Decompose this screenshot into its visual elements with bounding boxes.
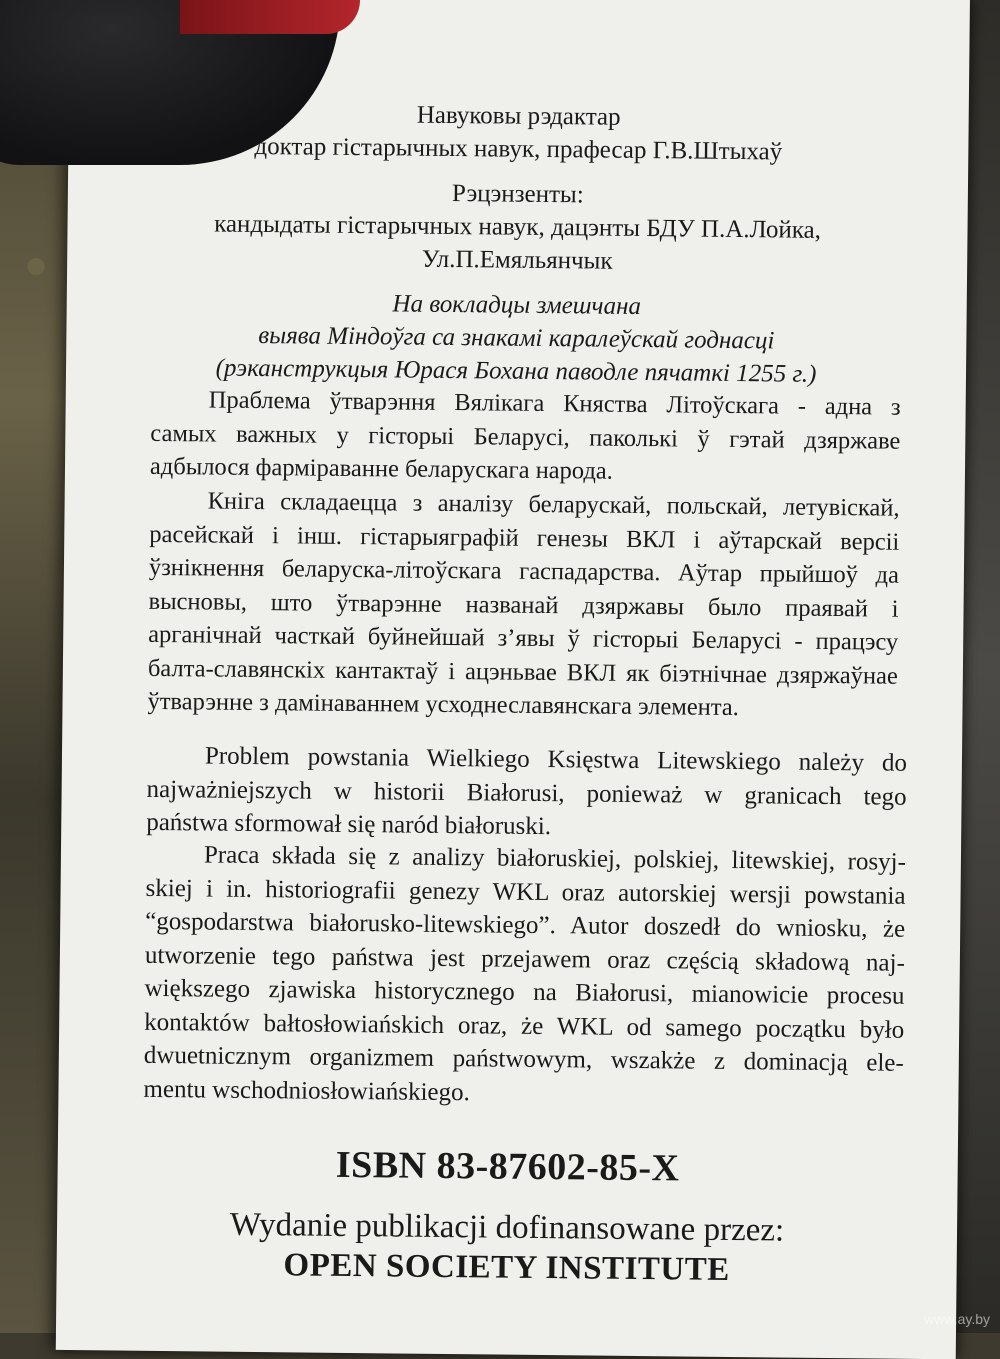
editor-title: Навуковы рэдактар xyxy=(416,101,621,131)
text-line: mentu wschodniosłowiańskiego. xyxy=(143,1075,470,1106)
abstract-belarusian-paragraph-2 xyxy=(147,484,899,726)
abstract-belarusian-paragraph-1 xyxy=(150,383,901,491)
reviewers-title: Рэцэнзенты: xyxy=(451,180,584,209)
text-line: Problem powstania Wielkiego Księstwa Litewskiego należy do xyxy=(204,742,908,777)
book-page xyxy=(56,0,970,1359)
abstract-polish-paragraph-1 xyxy=(146,739,907,847)
cover-note: выява Міндоўга са знакамі каралеўскай годнасці xyxy=(258,321,775,355)
isbn: ISBN 83-87602-85-X xyxy=(335,1143,680,1190)
text-line: высновы, што ўтварэнне названай дзяржавы было праявай і xyxy=(148,587,899,623)
reviewers-line: кандыдаты гістарычных навук, дацэнты БДУ П.А.Лойка, xyxy=(214,210,822,244)
text-line: Кніга складаецца з аналізу беларускай, польскай, летувіскай, xyxy=(207,487,900,522)
text-line: адбылося фарміраванне беларускага народа. xyxy=(149,452,614,485)
editor-name: доктар гістарычных навук, прафесар Г.В.Штыхаў xyxy=(254,132,783,166)
text-line: kontaktów bałtosłowiańskich oraz, że WKL od samego początku było xyxy=(144,1008,905,1044)
text-line: skiej i in. historiografii genezy WKL oraz autorskiej wersji powstania xyxy=(145,874,906,910)
text-line: ўзнікнення беларуска-літоўскага гаспадарства. Аўтар прыйшоў да xyxy=(148,553,900,589)
text-line: większego zjawiska historycznego na Białorusi, mianowicie procesu xyxy=(144,974,905,1010)
text-line: самых важных у гісторыі Беларусі, паколькі ў гэтай дзяржаве xyxy=(150,419,901,455)
foreground-red-object xyxy=(180,0,360,34)
text-line: najważniejszych w historii Białorusi, ponieważ w granicach tego xyxy=(146,775,907,811)
abstract-polish-paragraph-2 xyxy=(143,838,906,1114)
text-line: państwa sformował się naród białoruski. xyxy=(146,808,552,841)
text-line: ўтварэнне з дамінаваннем усходнеславянскага элемента. xyxy=(147,687,739,722)
text-line: арганічнай часткай буйнейшай з’явы ў гісторыі Беларусі - працэсу xyxy=(148,620,899,656)
cover-note: На вокладцы змешчана xyxy=(392,290,642,320)
text-line: Praca składa się z analizy białoruskiej, polskiej, litewskiej, rosyj- xyxy=(203,841,907,876)
text-line: dwuetnicznym organizmem państwowym, wszakże z dominacją ele- xyxy=(143,1041,904,1077)
text-line: Праблема ўтварэння Вялікага Княства Літоўскага - адна з xyxy=(208,386,901,421)
text-line: “gospodarstwa białorusko-litewskiego”. Autor doszedł do wniosku, że xyxy=(145,907,906,943)
text-line: utworzenie tego państwa jest przejawem oraz częścią składową naj- xyxy=(144,941,906,977)
funder-name: OPEN SOCIETY INSTITUTE xyxy=(283,1247,730,1288)
text-line: балта-славянскіх кантактаў і ацэньвае ВКЛ як біэтнічнае дзяржаўнае xyxy=(147,654,899,690)
text-line: расейскай і інш. гістарыяграфій генезы ВКЛ і аўтарскай версіі xyxy=(149,520,900,556)
watermark: www.ay.by xyxy=(924,1311,990,1327)
reviewers-line: Ул.П.Емяльянчык xyxy=(421,245,613,275)
cover-note: (рэканструкцыя Юрася Бохана паводле пячаткі 1255 г.) xyxy=(215,354,817,388)
funding-note: Wydanie publikacji dofinansowane przez: xyxy=(229,1206,785,1249)
